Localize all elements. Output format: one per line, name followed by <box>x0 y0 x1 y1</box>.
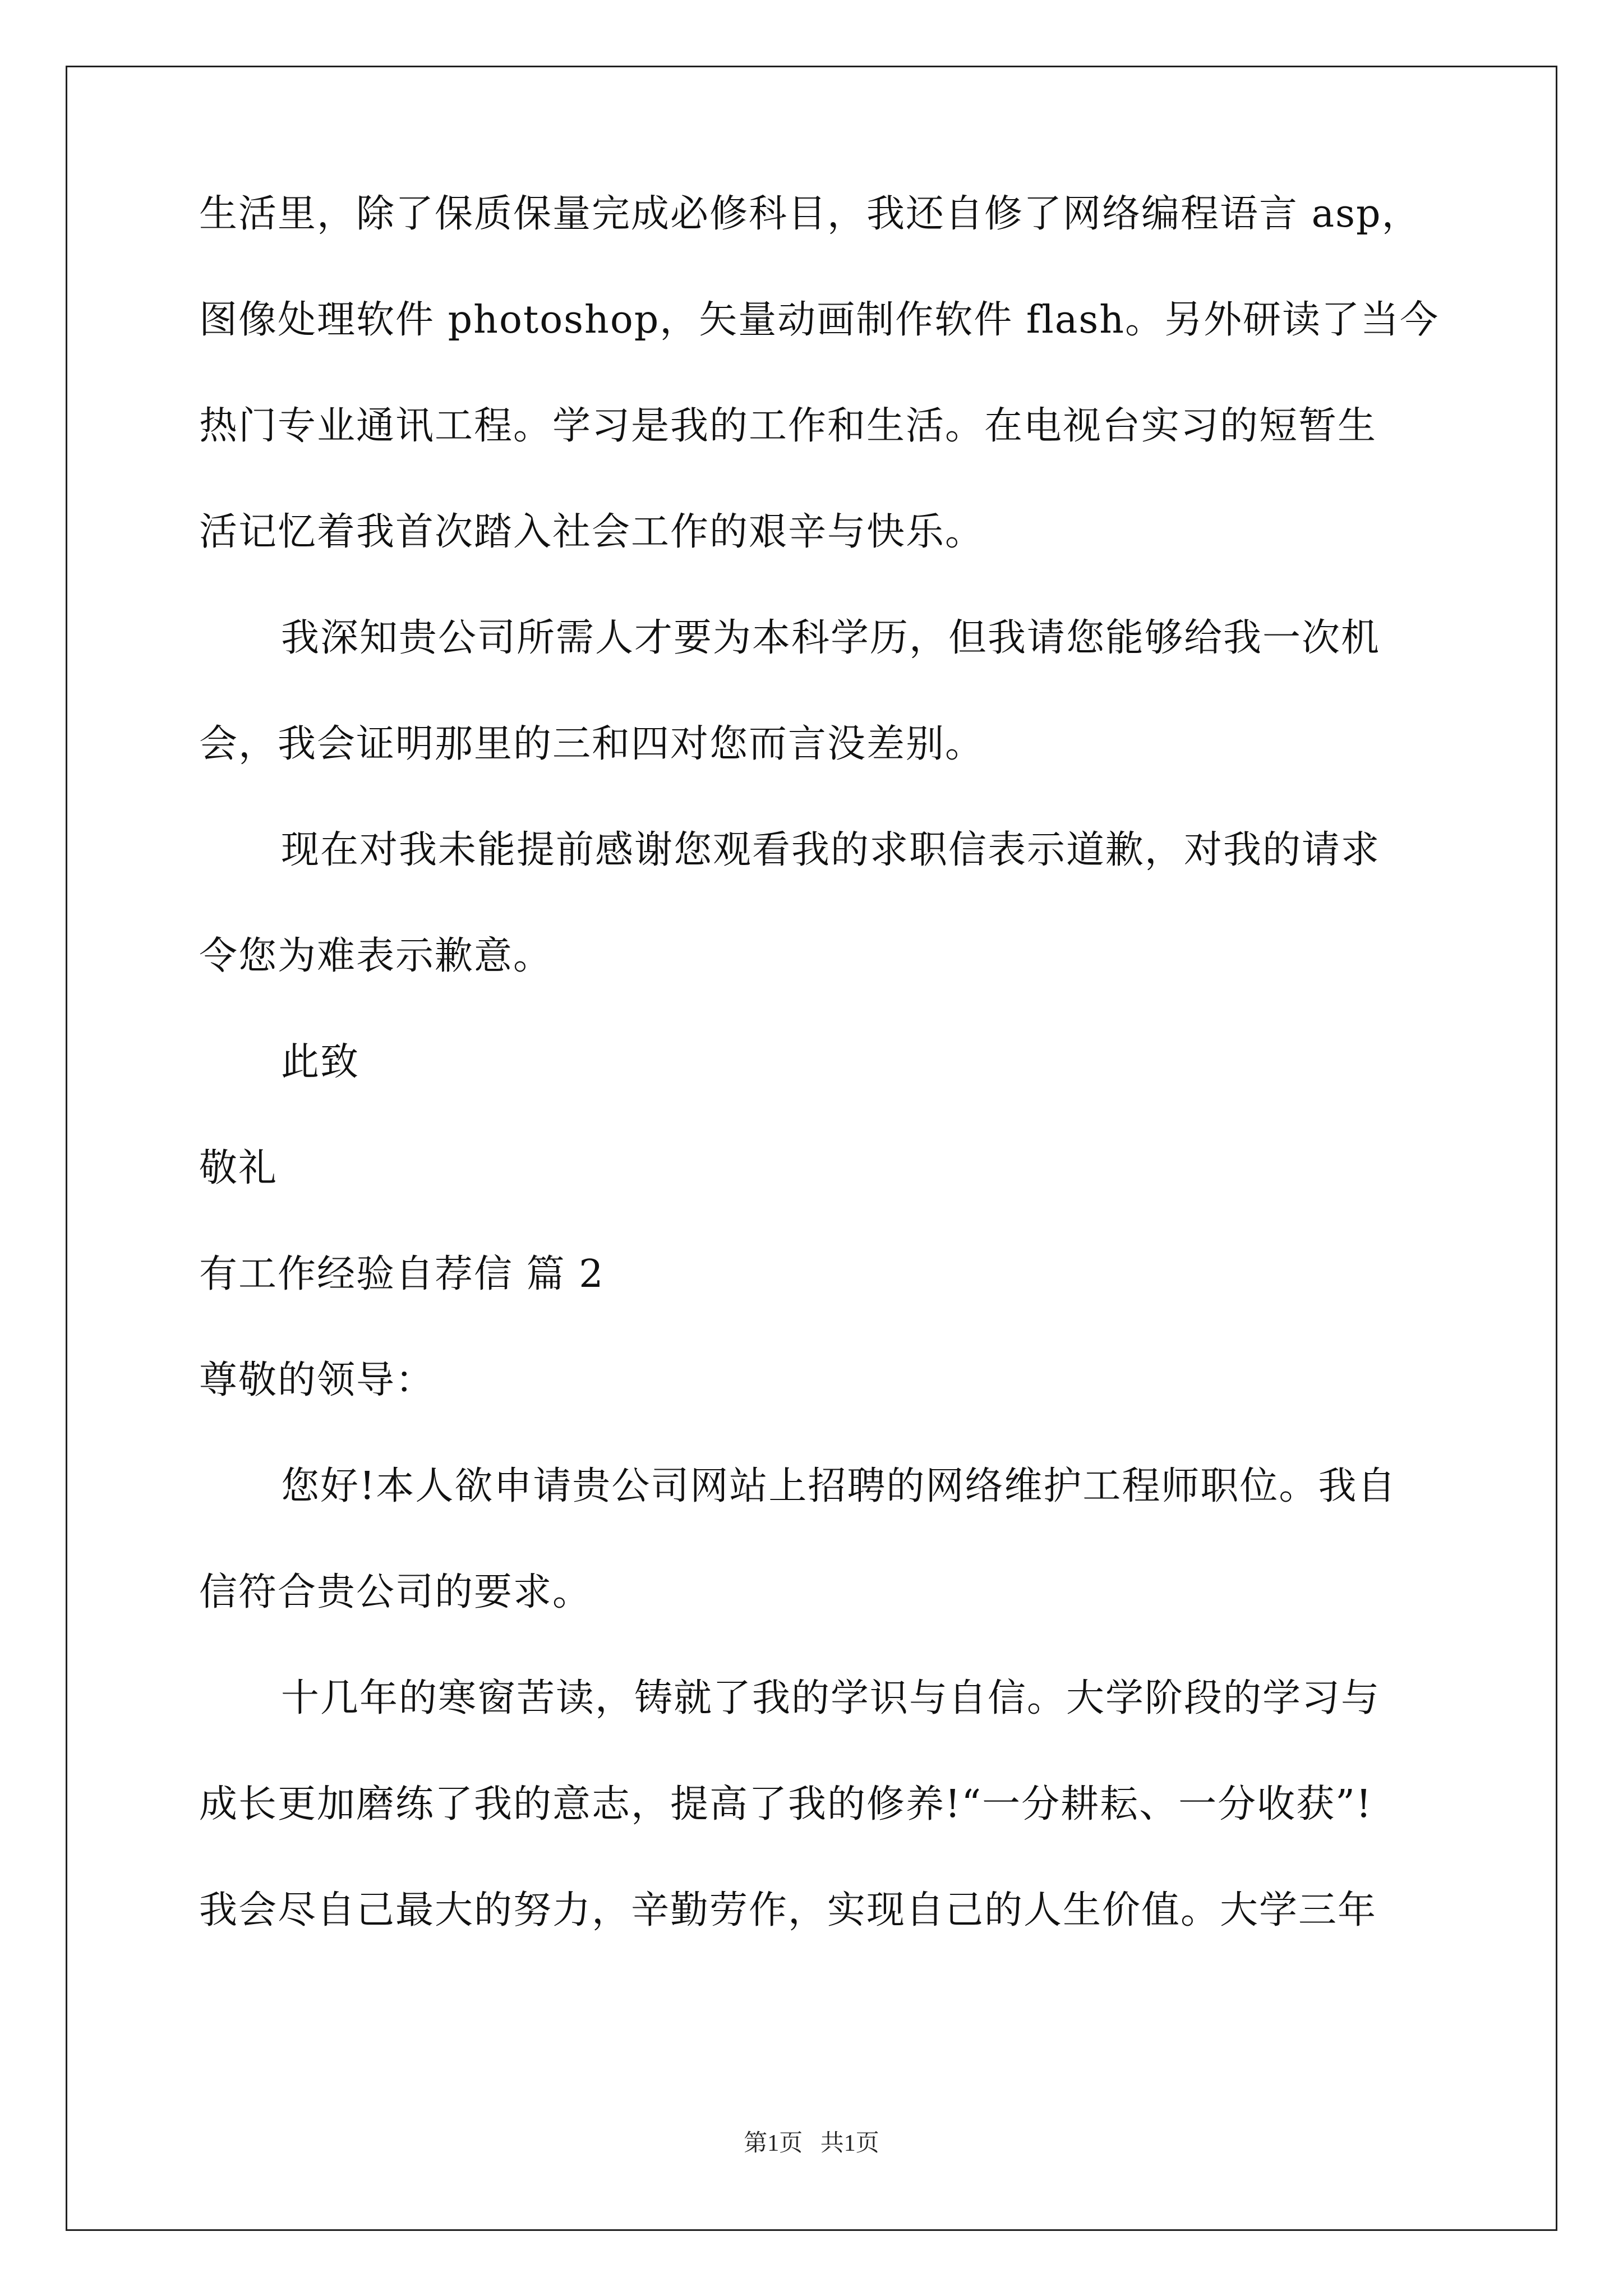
body-line: 生活里，除了保质保量完成必修科目，我还自修了网络编程语言 asp， <box>199 192 1421 236</box>
closing-regards: 敬礼 <box>199 1146 278 1190</box>
body-line: 您好!本人欲申请贵公司网站上招聘的网络维护工程师职位。我自 <box>281 1464 1397 1508</box>
body-line: 信符合贵公司的要求。 <box>199 1570 592 1614</box>
body-line: 现在对我未能提前感谢您观看我的求职信表示道歉，对我的请求 <box>281 828 1381 872</box>
body-line: 令您为难表示歉意。 <box>199 934 553 978</box>
body-line: 我会尽自己最大的努力，辛勤劳作，实现自己的人生价值。大学三年 <box>199 1888 1377 1932</box>
page-footer <box>0 2132 1623 2155</box>
body-line: 成长更加磨练了我的意志，提高了我的修养!“一分耕耘、一分收获”! <box>199 1782 1373 1826</box>
greeting: 尊敬的领导： <box>199 1358 435 1402</box>
body-line: 会，我会证明那里的三和四对您而言没差别。 <box>199 722 985 766</box>
body-line: 活记忆着我首次踏入社会工作的艰辛与快乐。 <box>199 510 985 554</box>
document-body <box>199 192 1489 1998</box>
body-line: 热门专业通讯工程。学习是我的工作和生活。在电视台实习的短暂生 <box>199 404 1377 448</box>
closing-salutation: 此致 <box>281 1040 360 1084</box>
body-line: 图像处理软件 photoshop，矢量动画制作软件 flash。另外研读了当今 <box>199 298 1440 342</box>
section-heading: 有工作经验自荐信 篇 2 <box>199 1252 605 1296</box>
page-number: 第1页 共1页 <box>744 2131 879 2156</box>
body-line: 十几年的寒窗苦读，铸就了我的学识与自信。大学阶段的学习与 <box>281 1676 1381 1720</box>
body-line: 我深知贵公司所需人才要为本科学历，但我请您能够给我一次机 <box>281 616 1381 660</box>
